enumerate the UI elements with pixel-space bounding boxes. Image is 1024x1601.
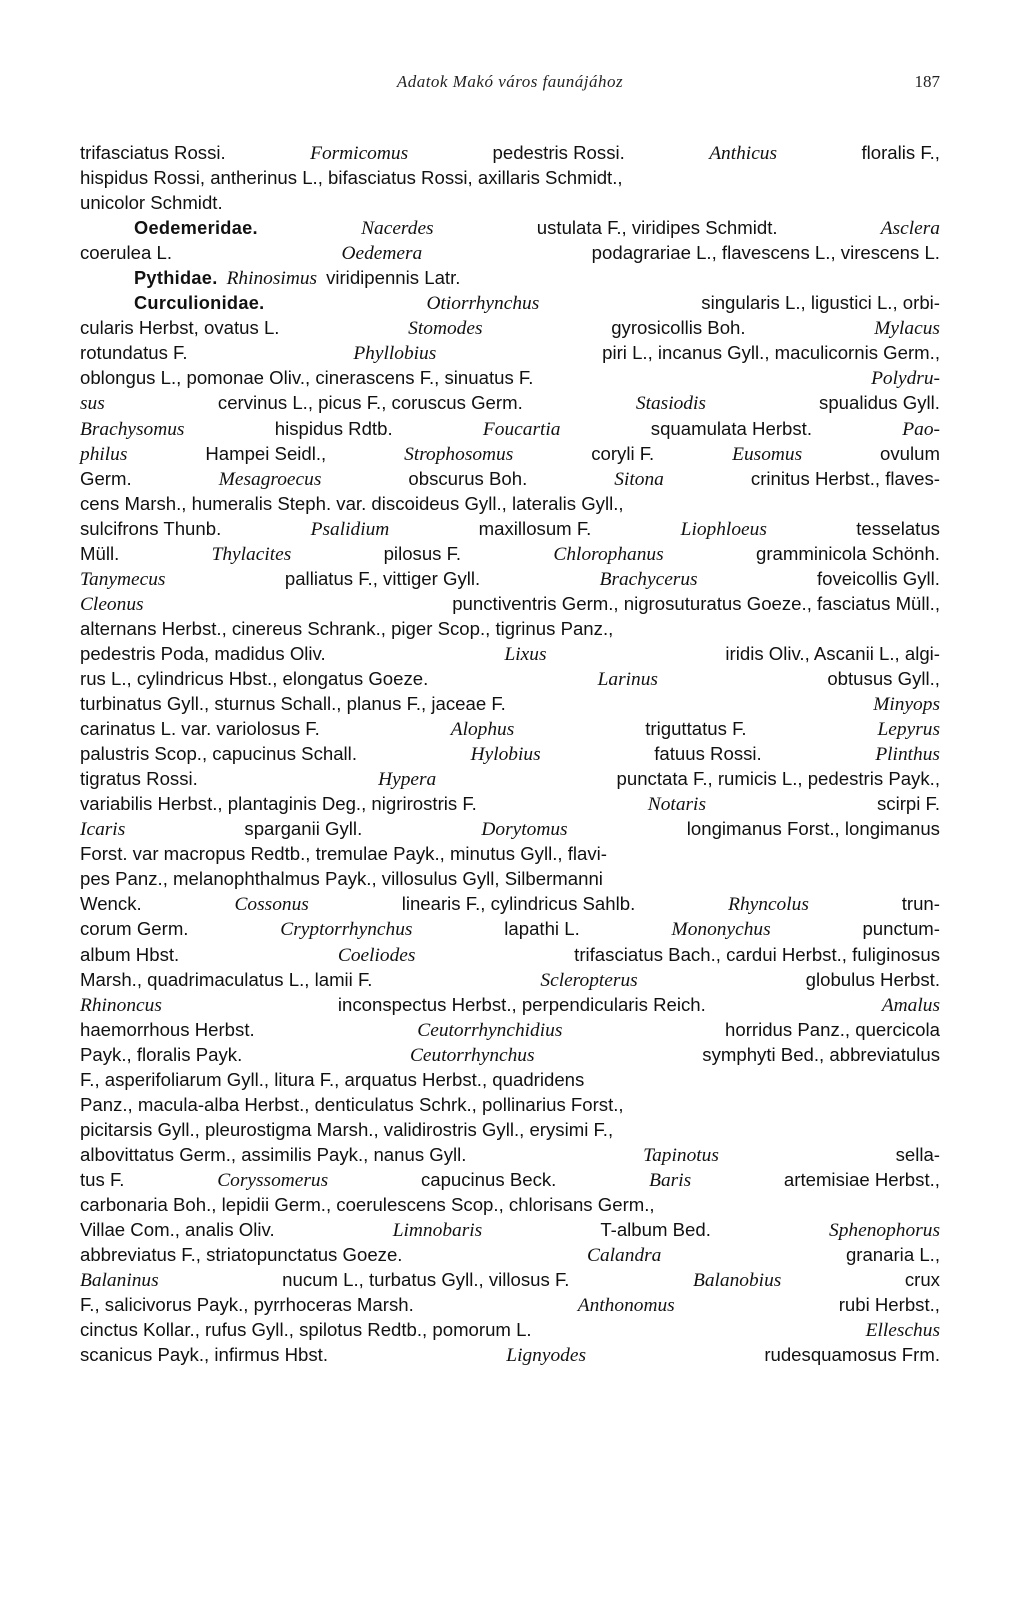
text-run: crinitus Herbst., flaves- — [750, 467, 940, 489]
text-line — [80, 741, 940, 766]
text-line — [80, 916, 940, 941]
family-heading: Curculionidae. — [134, 293, 265, 314]
genus-name: Rhinoncus — [80, 994, 162, 1016]
text-run: pilosus F. — [383, 542, 462, 564]
text-run: carinatus L. var. variolosus F. — [80, 718, 320, 740]
genus-name: Mylacus — [874, 318, 940, 340]
text-run: Germ. — [80, 467, 132, 489]
text-run: haemorrhous Herbst. — [80, 1018, 255, 1040]
genus-name: Ceutorrhynchus — [409, 1044, 535, 1066]
text-run: singularis L., ligustici L., orbi- — [701, 292, 940, 314]
genus-name: Foucartia — [482, 418, 561, 440]
genus-name: Rhyncolus — [728, 894, 809, 916]
genus-name: Mesagroecus — [218, 468, 322, 490]
genus-name: Polydru- — [871, 368, 940, 390]
text-run: Marsh., quadrimaculatus L., lamii F. — [80, 968, 373, 990]
genus-name: Alophus — [450, 719, 515, 741]
genus-name: Strophosomus — [404, 443, 514, 465]
text-run: podagrariae L., flavescens L., virescens L. — [591, 242, 940, 264]
text-run: gramminicola Schönh. — [756, 542, 940, 564]
text-line — [80, 841, 940, 866]
text-line — [80, 766, 940, 791]
text-line — [80, 190, 940, 215]
genus-name: sus — [80, 393, 105, 415]
genus-name: Psalidium — [310, 518, 390, 540]
text-line — [80, 566, 940, 591]
text-run: obscurus Boh. — [408, 467, 528, 489]
text-line — [80, 992, 940, 1017]
text-run: F., asperifoliarum Gyll., litura F., arquatus Herbst., quadridens — [80, 1068, 585, 1090]
text-line — [80, 1192, 940, 1217]
text-run: album Hbst. — [80, 943, 180, 965]
text-run: symphyti Bed., abbreviatulus — [702, 1043, 940, 1065]
text-run: Payk., floralis Payk. — [80, 1043, 243, 1065]
text-run: hispidus Rossi, antherinus L., bifasciatus Rossi, axillaris Schmidt., — [80, 167, 623, 189]
text-run: pedestris Poda, madidus Oliv. — [80, 642, 326, 664]
text-run: viridipennis Latr. — [326, 267, 461, 289]
text-run: trun- — [901, 893, 940, 915]
genus-name: Coeliodes — [337, 944, 416, 966]
genus-name: Brachysomus — [80, 418, 185, 440]
text-run: artemisiae Herbst., — [783, 1168, 940, 1190]
text-run: carbonaria Boh., lepidii Germ., coerulescens Scop., chlorisans Germ., — [80, 1193, 655, 1215]
text-run: T-album Bed. — [600, 1219, 711, 1241]
text-line — [80, 891, 940, 916]
text-run: trifasciatus Bach., cardui Herbst., fuliginosus — [574, 943, 940, 965]
genus-name: Cossonus — [234, 894, 309, 916]
text-line — [80, 541, 940, 566]
text-run: sella- — [895, 1143, 940, 1165]
text-run: tesselatus — [856, 517, 940, 539]
text-run: Forst. var macropus Redtb., tremulae Payk., minutus Gyll., flavi- — [80, 843, 607, 865]
genus-name: Otiorrhynchus — [426, 293, 540, 315]
genus-name: Anthicus — [709, 143, 778, 164]
genus-name: Lignyodes — [506, 1345, 587, 1367]
text-line — [80, 1067, 940, 1092]
genus-name: Notaris — [647, 794, 706, 816]
genus-name: Oedemera — [341, 243, 423, 265]
text-run: F., salicivorus Payk., pyrrhoceras Marsh. — [80, 1294, 414, 1316]
text-line — [80, 1267, 940, 1292]
genus-name: Lepyrus — [877, 719, 940, 741]
text-run: obtusus Gyll., — [827, 667, 940, 689]
text-run: globulus Herbst. — [805, 968, 940, 990]
text-run: tigratus Rossi. — [80, 768, 198, 790]
text-run: rus L., cylindricus Hbst., elongatus Goeze. — [80, 667, 429, 689]
genus-name: Sitona — [614, 468, 664, 490]
body-text — [80, 140, 940, 1367]
running-head: Adatok Makó város faunájához — [396, 72, 624, 91]
text-line — [80, 866, 940, 891]
genus-name: Stomodes — [408, 318, 483, 340]
text-line — [80, 516, 940, 541]
genus-name: Ceutorrhynchidius — [417, 1019, 563, 1041]
text-run: palustris Scop., capucinus Schall. — [80, 743, 357, 765]
text-line — [80, 942, 940, 967]
genus-name: Tanymecus — [80, 568, 166, 590]
text-line — [80, 240, 940, 265]
text-run: nucum L., turbatus Gyll., villosus F. — [282, 1269, 570, 1291]
genus-name: Balanobius — [692, 1270, 782, 1292]
genus-name: philus — [80, 443, 128, 465]
text-run: pedestris Rossi. — [492, 142, 625, 163]
text-run: piri L., incanus Gyll., maculicornis Germ., — [602, 342, 940, 364]
text-line — [80, 1242, 940, 1267]
genus-name: Lixus — [504, 643, 547, 665]
text-run: albovittatus Germ., assimilis Payk., nanus Gyll. — [80, 1143, 467, 1165]
text-run: scanicus Payk., infirmus Hbst. — [80, 1344, 328, 1366]
text-line — [80, 816, 940, 841]
text-line — [80, 290, 940, 315]
genus-name: Coryssomerus — [217, 1169, 329, 1191]
text-line — [80, 340, 940, 365]
genus-name: Dorytomus — [481, 819, 568, 841]
text-run: scirpi F. — [876, 793, 940, 815]
text-run: rotundatus F. — [80, 342, 188, 364]
text-run: triguttatus F. — [645, 718, 747, 740]
text-run: picitarsis Gyll., pleurostigma Marsh., validirostris Gyll., erysimi F., — [80, 1118, 614, 1140]
text-run: rubi Herbst., — [838, 1294, 940, 1316]
text-run: punctata F., rumicis L., pedestris Payk., — [616, 768, 940, 790]
genus-name: Tapinotus — [643, 1144, 719, 1166]
page-number: 187 — [914, 72, 940, 91]
genus-name: Sphenophorus — [829, 1220, 940, 1242]
genus-name: Mononychus — [671, 919, 771, 941]
text-line — [80, 215, 940, 240]
text-run: granaria L., — [845, 1244, 940, 1266]
page-header — [80, 72, 940, 98]
text-run: inconspectus Herbst., perpendicularis Reich. — [337, 993, 706, 1015]
text-line — [80, 416, 940, 441]
text-run: longimanus Forst., longimanus — [686, 818, 940, 840]
genus-name: Baris — [649, 1169, 692, 1191]
text-line — [80, 315, 940, 340]
genus-name: Hylobius — [470, 744, 541, 766]
text-run: ovulum — [880, 442, 940, 464]
text-run: punctum- — [862, 918, 940, 940]
genus-name: Nacerdes — [361, 218, 434, 240]
text-line — [80, 1092, 940, 1117]
text-line — [80, 1142, 940, 1167]
genus-name: Hypera — [378, 769, 437, 791]
text-line — [80, 641, 940, 666]
genus-name: Amalus — [881, 994, 940, 1016]
text-run: Hampei Seidl., — [205, 442, 327, 464]
text-line — [80, 1342, 940, 1367]
text-line — [80, 616, 940, 641]
genus-name: Rhinosimus — [226, 268, 318, 290]
text-line — [80, 791, 940, 816]
text-run: variabilis Herbst., plantaginis Deg., nigrirostris F. — [80, 793, 477, 815]
genus-name: Formicomus — [310, 143, 409, 164]
text-run: gyrosicollis Boh. — [611, 317, 746, 339]
text-line — [80, 967, 940, 992]
text-run: capucinus Beck. — [420, 1168, 557, 1190]
text-line — [80, 466, 940, 491]
genus-name: Balaninus — [80, 1270, 159, 1292]
text-line — [80, 666, 940, 691]
genus-name: Plinthus — [875, 744, 940, 766]
text-run: Wenck. — [80, 893, 142, 915]
text-run: lapathi L. — [504, 918, 580, 940]
genus-name: Eusomus — [732, 443, 803, 465]
family-heading: Pythidae. — [134, 268, 218, 289]
text-line — [80, 491, 940, 516]
text-line — [80, 140, 940, 165]
text-run: iridis Oliv., Ascanii L., algi- — [725, 642, 940, 664]
text-line — [80, 365, 940, 390]
genus-name: Cryptorrhynchus — [280, 919, 413, 941]
text-run: trifasciatus Rossi. — [80, 142, 226, 163]
genus-name: Liophloeus — [680, 518, 767, 540]
text-run: tus F. — [80, 1168, 125, 1190]
genus-name: Larinus — [597, 668, 658, 690]
genus-name: Asclera — [880, 218, 940, 240]
text-run: rudesquamosus Frm. — [764, 1344, 940, 1366]
text-run: punctiventris Germ., nigrosuturatus Goeze., fasciatus Müll., — [452, 592, 940, 614]
text-line — [80, 1167, 940, 1192]
text-run: corum Germ. — [80, 918, 189, 940]
text-line — [80, 441, 940, 466]
text-run: pes Panz., melanophthalmus Payk., villosulus Gyll, Silbermanni — [80, 868, 603, 890]
text-run: coryli F. — [591, 442, 655, 464]
text-line — [80, 1317, 940, 1342]
genus-name: Limnobaris — [392, 1220, 483, 1242]
genus-name: Scleropterus — [540, 969, 638, 991]
genus-name: Brachycerus — [599, 568, 698, 590]
text-run: cervinus L., picus F., coruscus Germ. — [217, 392, 523, 414]
text-run: sparganii Gyll. — [244, 818, 363, 840]
text-run: horridus Panz., quercicola — [725, 1018, 940, 1040]
text-run: turbinatus Gyll., sturnus Schall., planus F., jaceae F. — [80, 693, 506, 715]
text-run: cinctus Kollar., rufus Gyll., spilotus Redtb., pomorum L. — [80, 1319, 532, 1341]
text-line — [80, 1117, 940, 1142]
text-run: cens Marsh., humeralis Steph. var. discoideus Gyll., lateralis Gyll., — [80, 492, 624, 514]
genus-name: Anthonomus — [577, 1295, 675, 1317]
genus-name: Calandra — [587, 1245, 662, 1267]
text-run: oblongus L., pomonae Oliv., cinerascens F., sinuatus F. — [80, 367, 534, 389]
text-run: palliatus F., vittiger Gyll. — [284, 567, 481, 589]
text-run: hispidus Rdtb. — [274, 417, 393, 439]
text-run: Panz., macula-alba Herbst., denticulatus Schrk., pollinarius Forst., — [80, 1093, 624, 1115]
genus-name: Icaris — [80, 819, 126, 841]
text-run: Müll. — [80, 542, 120, 564]
genus-name: Thylacites — [211, 543, 292, 565]
text-run: cularis Herbst, ovatus L. — [80, 317, 280, 339]
text-run: crux — [904, 1269, 940, 1291]
text-run: unicolor Schmidt. — [80, 192, 223, 214]
text-line — [80, 165, 940, 190]
text-line — [80, 591, 940, 616]
text-run: Villae Com., analis Oliv. — [80, 1219, 275, 1241]
text-run: spualidus Gyll. — [819, 392, 940, 414]
text-run: foveicollis Gyll. — [817, 567, 940, 589]
genus-name: Cleonus — [80, 593, 144, 615]
text-line — [80, 716, 940, 741]
genus-name: Stasiodis — [635, 393, 706, 415]
text-line — [80, 1042, 940, 1067]
genus-name: Phyllobius — [353, 343, 437, 365]
family-heading: Oedemeridae. — [134, 218, 258, 239]
text-run: squamulata Herbst. — [650, 417, 812, 439]
text-run: abbreviatus F., striatopunctatus Goeze. — [80, 1244, 403, 1266]
genus-name: Minyops — [873, 694, 940, 716]
text-run: alternans Herbst., cinereus Schrank., piger Scop., tigrinus Panz., — [80, 617, 614, 639]
text-line — [80, 390, 940, 415]
text-run: floralis F., — [861, 142, 940, 163]
text-run: sulcifrons Thunb. — [80, 517, 222, 539]
text-run: linearis F., cylindricus Sahlb. — [401, 893, 636, 915]
text-line — [80, 691, 940, 716]
text-run: coerulea L. — [80, 242, 172, 264]
text-line — [80, 1217, 940, 1242]
text-run: fatuus Rossi. — [654, 743, 762, 765]
text-line — [80, 1017, 940, 1042]
genus-name: Chlorophanus — [553, 543, 664, 565]
text-line — [80, 265, 940, 290]
text-run: ustulata F., viridipes Schmidt. — [536, 217, 778, 239]
genus-name: Pao- — [902, 418, 940, 440]
text-run: maxillosum F. — [478, 517, 592, 539]
genus-name: Elleschus — [865, 1320, 940, 1342]
text-line — [80, 1292, 940, 1317]
